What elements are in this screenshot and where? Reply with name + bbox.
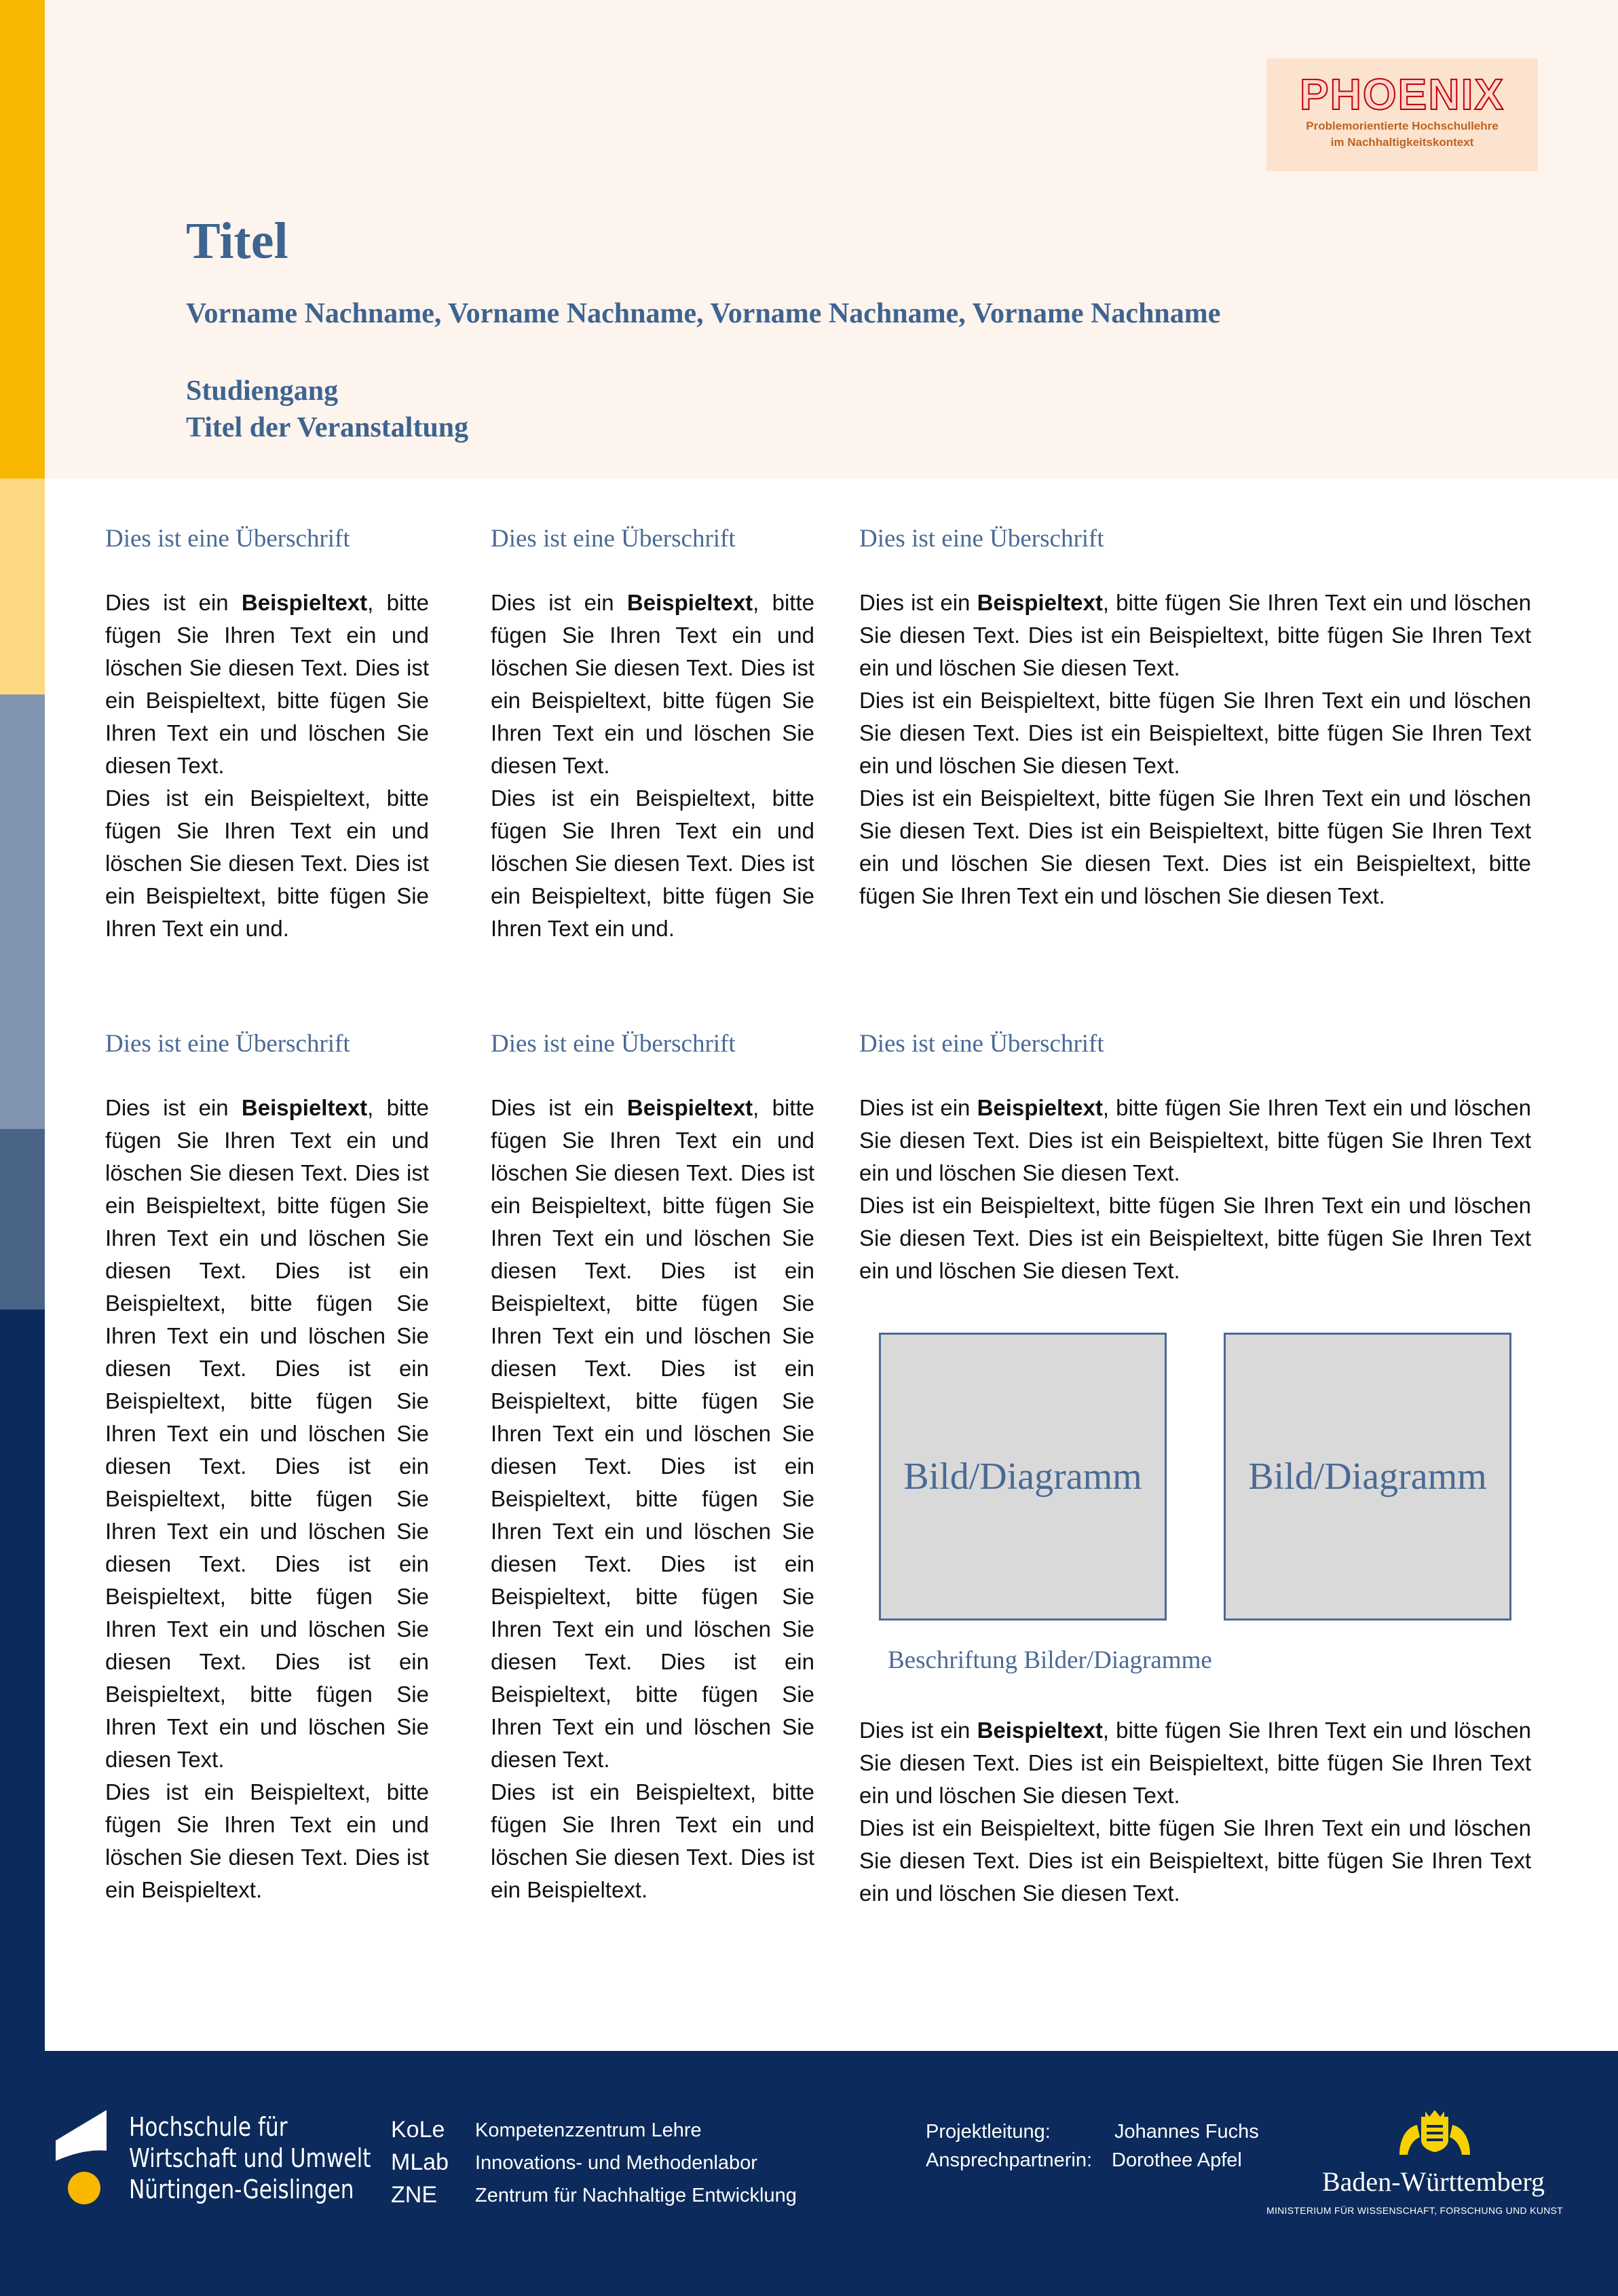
study-program: Studiengang (186, 375, 339, 407)
project-lead-name: Johannes Fuchs (1114, 2121, 1259, 2143)
body-paragraph: Dies ist ein Beispieltext, bitte fügen Sie Ihren Text ein und löschen Sie diesen Text. Dies ist ein Beispieltext, bitte fügen Sie Ihren Text ein und löschen Sie diesen Text. Dies ist ein Beispieltext, bitte fügen Sie Ihren Text ein und löschen Sie diesen Text. (859, 785, 1531, 908)
section-heading: Dies ist eine Überschrift (105, 525, 350, 553)
section-row1-col1 (105, 523, 429, 945)
body-paragraph: Dies ist ein Beispieltext, bitte fügen Sie Ihren Text ein und löschen Sie diesen Text. Dies ist ein Beispieltext, bitte fügen Sie Ihren Text ein und löschen Sie diesen Text. (859, 1815, 1531, 1906)
unit-name-kole: Kompetenzzentrum Lehre (475, 2119, 702, 2141)
body-paragraph: Dies ist ein Beispieltext, bitte fügen Sie Ihren Text ein und löschen Sie diesen Text. Dies ist ein Beispieltext, bitte fügen Sie Ihren Text ein und löschen Sie diesen Text. Dies ist ein Beispieltext, bitte fügen Sie Ihren Text ein und löschen Sie diesen Text. Dies ist ein Beispieltext, bitte fügen Sie Ihren Text ein und löschen Sie diesen Text. Dies ist ein Beispieltext, bitte fügen Sie Ihren Text ein und löschen Sie diesen Text. Dies ist ein Beispieltext, bitte fügen Sie Ihren Text ein und löschen Sie diesen Text. Dies ist ein Beispieltext, bitte fügen Sie Ihren Text ein und löschen Sie diesen Text. (105, 1095, 430, 1772)
logo-subtitle-line1: Problemorientierte Hochschullehre (1306, 119, 1499, 132)
body-paragraph: Dies ist ein Beispieltext, bitte fügen Sie Ihren Text ein und löschen Sie diesen Text. Dies ist ein Beispieltext, bitte fügen Sie Ihren Text ein und löschen Sie diesen Text. (859, 590, 1531, 680)
body-paragraph: Dies ist ein Beispieltext, bitte fügen Sie Ihren Text ein und löschen Sie diesen Text. Dies ist ein Beispieltext, bitte fügen Sie Ihren Text ein und. (105, 785, 429, 941)
section-row2-col2 (491, 1028, 814, 1906)
body-paragraph: Dies ist ein Beispieltext, bitte fügen Sie Ihren Text ein und löschen Sie diesen Text. Dies ist ein Beispieltext. (491, 1779, 814, 1902)
body-paragraph: Dies ist ein Beispieltext, bitte fügen Sie Ihren Text ein und löschen Sie diesen Text. Dies ist ein Beispieltext, bitte fügen Sie Ihren Text ein und. (491, 785, 814, 941)
contact-name: Dorothee Apfel (1112, 2149, 1242, 2171)
section-heading: Dies ist eine Überschrift (491, 1030, 736, 1058)
sidebar-stripe-light-yellow (0, 479, 45, 695)
phoenix-logo (1266, 58, 1538, 171)
body-paragraph: Dies ist ein Beispieltext, bitte fügen Sie Ihren Text ein und löschen Sie diesen Text. Dies ist ein Beispieltext, bitte fügen Sie Ihren Text ein und löschen Sie diesen Text. (859, 1095, 1531, 1185)
section-row1-col3 (859, 523, 1531, 912)
body-paragraph: Dies ist ein Beispieltext, bitte fügen Sie Ihren Text ein und löschen Sie diesen Text. Dies ist ein Beispieltext, bitte fügen Sie Ihren Text ein und löschen Sie diesen Text. (859, 1193, 1531, 1283)
section-heading: Dies ist eine Überschrift (859, 1030, 1104, 1058)
course-title: Titel der Veranstaltung (186, 412, 469, 443)
state-name: Baden-Württemberg (1322, 2166, 1545, 2197)
course-info (186, 373, 468, 446)
section-row2-col3-continued (859, 1714, 1531, 1910)
page-title: Titel (186, 212, 288, 270)
image-caption: Beschriftung Bilder/Diagramme (888, 1646, 1212, 1674)
section-row1-col2 (491, 523, 814, 945)
body-paragraph: Dies ist ein Beispieltext, bitte fügen Sie Ihren Text ein und löschen Sie diesen Text. Dies ist ein Beispieltext, bitte fügen Sie Ihren Text ein und löschen Sie diesen Text. Dies ist ein Beispieltext, bitte fügen Sie Ihren Text ein und löschen Sie diesen Text. Dies ist ein Beispieltext, bitte fügen Sie Ihren Text ein und löschen Sie diesen Text. Dies ist ein Beispieltext, bitte fügen Sie Ihren Text ein und löschen Sie diesen Text. Dies ist ein Beispieltext, bitte fügen Sie Ihren Text ein und löschen Sie diesen Text. Dies ist ein Beispieltext, bitte fügen Sie Ihren Text ein und löschen Sie diesen Text. (491, 1095, 815, 1772)
image-placeholder-2: Bild/Diagramm (1224, 1333, 1511, 1621)
ministry-name: MINISTERIUM FÜR WISSENSCHAFT, FORSCHUNG UND KUNST (1266, 2205, 1564, 2216)
unit-name-zne: Zentrum für Nachhaltige Entwicklung (475, 2185, 797, 2206)
sidebar-stripe-dark-blue (0, 1310, 45, 2296)
body-paragraph: Dies ist ein Beispieltext, bitte fügen Sie Ihren Text ein und löschen Sie diesen Text. Dies ist ein Beispieltext, bitte fügen Sie Ihren Text ein und löschen Sie diesen Text. (491, 590, 815, 778)
image-placeholder-1: Bild/Diagramm (879, 1333, 1167, 1621)
unit-abbr-mlab: MLab (391, 2149, 449, 2175)
unit-abbr-kole: KoLe (391, 2117, 445, 2143)
section-row2-col1 (105, 1028, 429, 1906)
baden-wuerttemberg-crest-icon (1387, 2107, 1482, 2162)
section-heading: Dies ist eine Überschrift (859, 525, 1104, 553)
hochschule-name: Hochschule für Wirtschaft und Umwelt Nürtingen-Geislingen (129, 2112, 371, 2204)
hochschule-logo-icon (56, 2110, 110, 2205)
project-lead-label: Projektleitung: (926, 2121, 1051, 2143)
contact-label: Ansprechpartnerin: (926, 2149, 1093, 2171)
authors-line: Vorname Nachname, Vorname Nachname, Vorname Nachname, Vorname Nachname (186, 298, 1221, 329)
sidebar-stripe-orange (0, 0, 45, 479)
logo-wordmark: PHOENIX (1299, 70, 1505, 119)
body-paragraph: Dies ist ein Beispieltext, bitte fügen Sie Ihren Text ein und löschen Sie diesen Text. Dies ist ein Beispieltext, bitte fügen Sie Ihren Text ein und löschen Sie diesen Text. (105, 590, 430, 778)
sidebar-stripe-grey-blue (0, 695, 45, 1129)
body-paragraph: Dies ist ein Beispieltext, bitte fügen Sie Ihren Text ein und löschen Sie diesen Text. Dies ist ein Beispieltext. (105, 1779, 429, 1902)
section-heading: Dies ist eine Überschrift (105, 1030, 350, 1058)
unit-name-mlab: Innovations- und Methodenlabor (475, 2152, 757, 2174)
logo-subtitle-line2: im Nachhaltigkeitskontext (1330, 136, 1474, 149)
sidebar-stripe-mid-blue (0, 1129, 45, 1310)
section-heading: Dies ist eine Überschrift (491, 525, 736, 553)
sidebar-color-bar (0, 0, 45, 2296)
body-paragraph: Dies ist ein Beispieltext, bitte fügen Sie Ihren Text ein und löschen Sie diesen Text. Dies ist ein Beispieltext, bitte fügen Sie Ihren Text ein und löschen Sie diesen Text. (859, 688, 1531, 778)
section-row2-col3 (859, 1028, 1531, 1287)
unit-abbr-zne: ZNE (391, 2182, 437, 2208)
body-paragraph: Dies ist ein Beispieltext, bitte fügen Sie Ihren Text ein und löschen Sie diesen Text. Dies ist ein Beispieltext, bitte fügen Sie Ihren Text ein und löschen Sie diesen Text. (859, 1718, 1531, 1808)
